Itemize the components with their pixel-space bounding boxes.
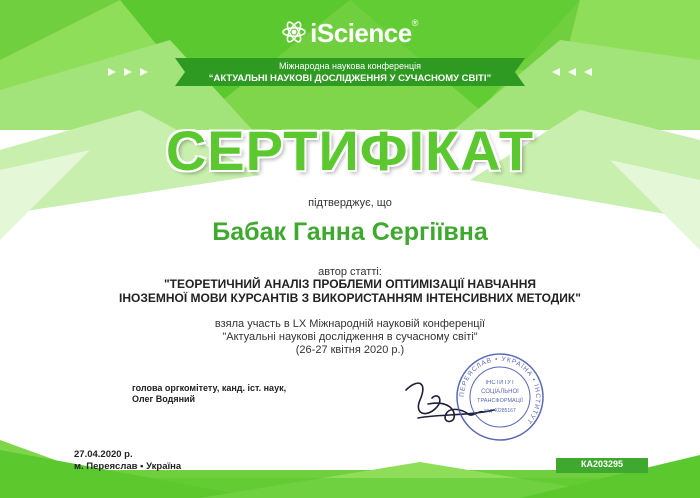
signatory-name: Олег Водяний [132, 394, 196, 404]
article-title-line-2: ІНОЗЕМНОЇ МОВИ КУРСАНТІВ З ВИКОРИСТАННЯМ ІНТЕНСИВНИХ МЕТОДИК" [119, 291, 581, 305]
stamp-code: код 40285167 [484, 408, 516, 414]
article-title-line-1: "ТЕОРЕТИЧНИЙ АНАЛІЗ ПРОБЛЕМИ ОПТИМІЗАЦІЇ НАВЧАННЯ [163, 277, 537, 291]
conference-type: Міжнародна наукова конференція [278, 61, 422, 71]
participation-line-1: взяла участь в LX Міжнародній науковій конференції [214, 318, 486, 330]
recipient-name: Бабак Ганна Сергіївна [212, 218, 488, 246]
brand-name: iScience [310, 18, 412, 48]
stamp-line-2: СОЦІАЛЬНОЇ [481, 389, 519, 395]
stamp-outer-text: ПЕРЕЯСЛАВ • УКРАЇНА • ІНСТИТУТ [458, 355, 542, 426]
participation-line-2: "Актуальні наукові дослідження в сучасному світі" [222, 331, 478, 343]
registered-mark: ® [411, 18, 418, 28]
issue-info [74, 449, 274, 473]
issue-place: м. Переяслав • Україна [74, 461, 182, 472]
stamp-line-1: ІНСТИТУТ [485, 380, 515, 386]
participation-text [0, 318, 700, 357]
signatory-role: голова оргкомітету, канд. іст. наук, [132, 383, 287, 393]
conference-title: “АКТУАЛЬНІ НАУКОВІ ДОСЛІДЖЕННЯ У СУЧАСНОМУ СВІТІ” [208, 73, 492, 84]
author-label: автор статті: [318, 266, 382, 278]
brand-logo [0, 18, 700, 51]
issue-date: 27.04.2020 р. [74, 449, 133, 460]
stamp-line-3: ТРАНСФОРМАЦІЇ [477, 398, 523, 404]
article-title [100, 277, 600, 305]
signatory-block [132, 383, 352, 405]
participation-line-3: (26-27 квітня 2020 р.) [295, 344, 405, 356]
certificate-code: КА203295 [580, 459, 624, 469]
atom-icon [282, 20, 306, 51]
certificate-title: СЕРТИФІКАТ [165, 119, 535, 182]
confirms-text: підтверджує, що [308, 197, 392, 209]
official-stamp [455, 352, 545, 442]
